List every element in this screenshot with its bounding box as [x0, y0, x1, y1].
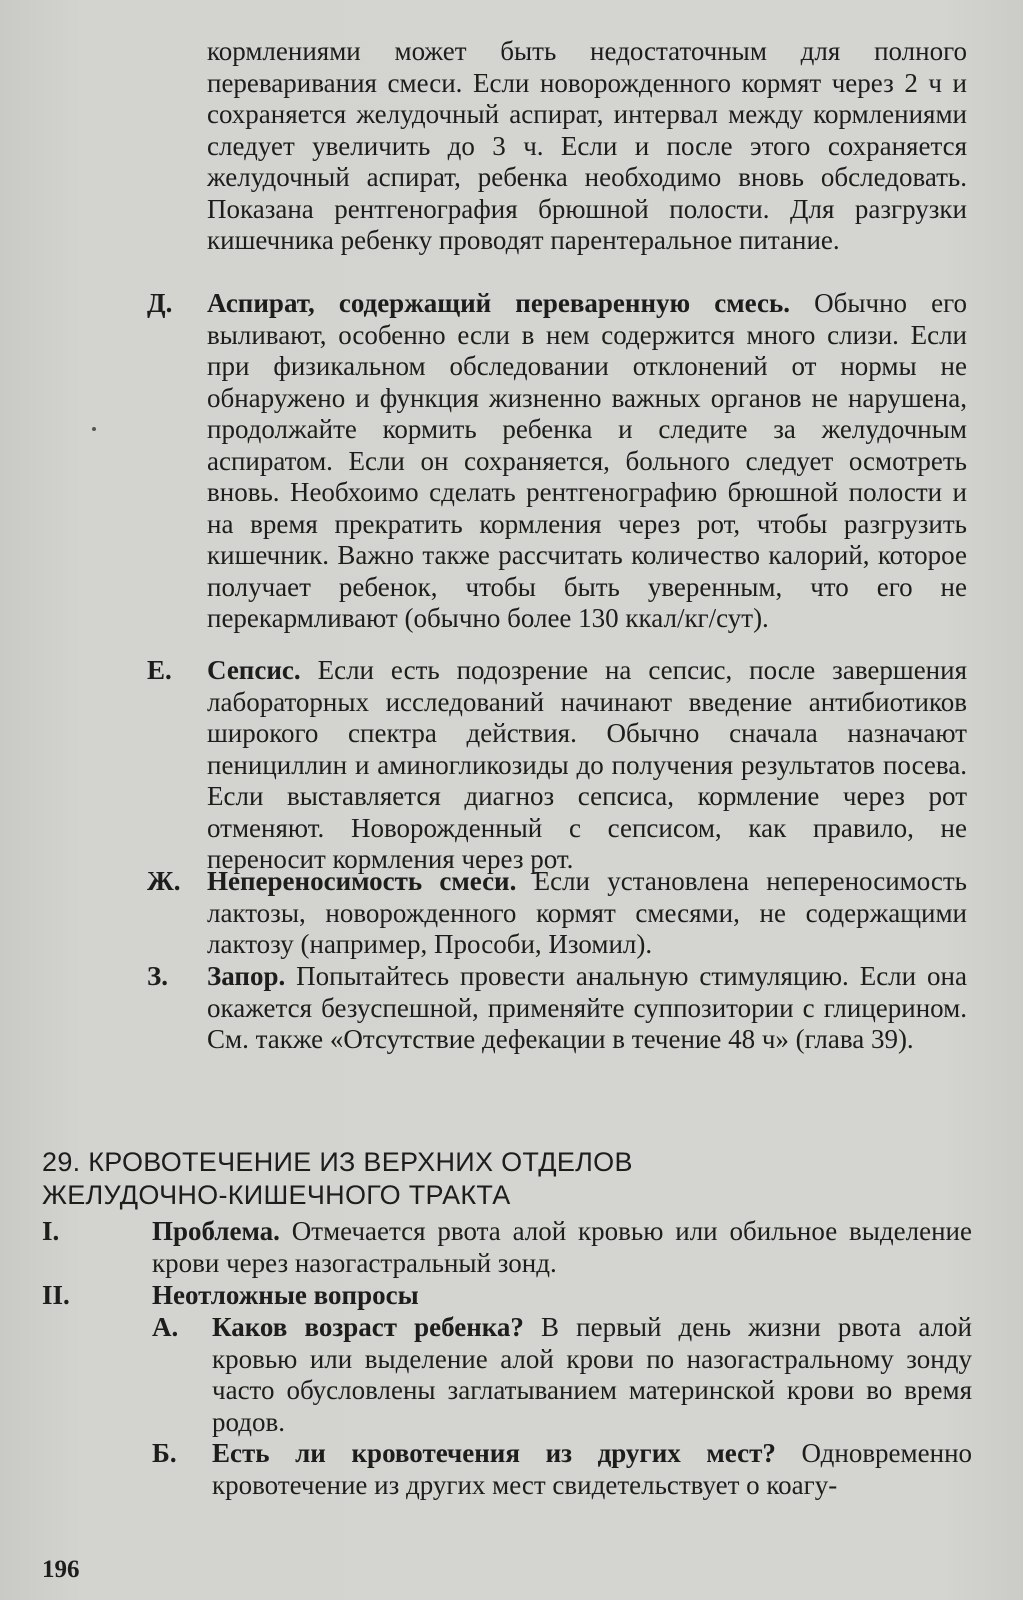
list-marker: Б.	[152, 1438, 177, 1468]
list-item-body	[207, 866, 967, 961]
problem-marker: I.	[42, 1216, 60, 1246]
list-marker: Ж.	[147, 866, 181, 896]
page-number: 196	[42, 1556, 80, 1583]
paper-speck	[92, 427, 96, 431]
urgent-title: Неотложные вопросы	[152, 1280, 419, 1310]
problem-title: Проблема.	[152, 1216, 280, 1246]
list-item-text: Если есть подозрение на сепсис, после завершения лабораторных исследований начинают введение антибиотиков широкого спектра действия. Обычно сначала назначают пенициллин и аминогликозиды до получения результатов посева. Если выставляется диагноз сепсиса, кормление через рот отменяют. Новорожденный с сепсисом, как правило, не переносит кормления через рот.	[207, 655, 967, 874]
list-item-title: Каков возраст ребенка?	[212, 1312, 524, 1342]
list-item-body	[212, 1312, 972, 1438]
list-item-body	[207, 288, 967, 635]
list-item-text: Одновременно кровотечение из других мест свидетельствует о коагу-	[212, 1438, 973, 1500]
list-item-body	[207, 655, 967, 876]
list-item-body	[207, 961, 967, 1056]
list-item-body	[212, 1438, 972, 1501]
section-heading-line1: 29. КРОВОТЕЧЕНИЕ ИЗ ВЕРХНИХ ОТДЕЛОВ	[42, 1147, 633, 1177]
list-marker: А.	[152, 1312, 179, 1342]
list-item-title: Есть ли кровотечения из других мест?	[212, 1438, 776, 1468]
list-marker: Д.	[147, 288, 173, 318]
urgent-marker: II.	[42, 1280, 70, 1310]
problem-text: Отмечается рвота алой кровью или обильное выделение крови через назогастральный зонд.	[152, 1216, 972, 1278]
list-item-text: Обычно его выливают, особенно если в нем содержится много слизи. Если при физикальном обследовании отклонений от нормы не обнаружено и функция жизненно важных органов не нарушена, продолжайте кормить ребенка и следите за желудочным аспиратом. Если он сохраняется, больного следует осмотреть вновь. Необхоимо сделать рентгенографию брюшной полости и на время прекратить кормления через рот, чтобы разгрузить кишечник. Важно также рассчитать количество калорий, которое получает ребенок, чтобы быть уверенным, что его не перекармливают (обычно более 130 ккал/кг/сут).	[207, 288, 968, 633]
list-item-title: Аспират, содержащий переваренную смесь.	[207, 288, 790, 318]
section-heading	[42, 1146, 802, 1212]
list-marker: Е.	[147, 655, 172, 685]
list-item-title: Непереносимость смеси.	[207, 866, 517, 896]
problem-paragraph	[152, 1216, 972, 1279]
list-marker: З.	[147, 961, 169, 991]
list-item-title: Сепсис.	[207, 655, 301, 685]
list-item-text: Попытайтесь провести анальную стимуляцию. Если она окажется безуспешной, применяйте суппозитории с глицерином. См. также «Отсутствие дефекации в течение 48 ч» (глава 39).	[207, 961, 967, 1054]
section-heading-line2: ЖЕЛУДОЧНО-КИШЕЧНОГО ТРАКТА	[42, 1180, 511, 1210]
list-item-title: Запор.	[207, 961, 286, 991]
list-item-text: В первый день жизни рвота алой кровью или выделение алой крови по назогастральному зонду часто обусловлены заглатыванием материнской крови во время родов.	[212, 1312, 972, 1437]
continuation-paragraph: кормлениями может быть недостаточным для полного переваривания смеси. Если новорожденного кормят через 2 ч и сохраняется желудочный аспират, интервал между кормлениями следует увеличить до 3 ч. Если и после этого сохраняется желудочный аспират, ребенка необходимо вновь обследовать. Показана рентгенография брюшной полости. Для разгрузки кишечника ребенку проводят парентеральное питание.	[207, 36, 967, 255]
list-item-text: Если установлена непереносимость лактозы, новорожденного кормят смесями, не содержащими лактозу (например, Прособи, Изомил).	[207, 866, 967, 959]
